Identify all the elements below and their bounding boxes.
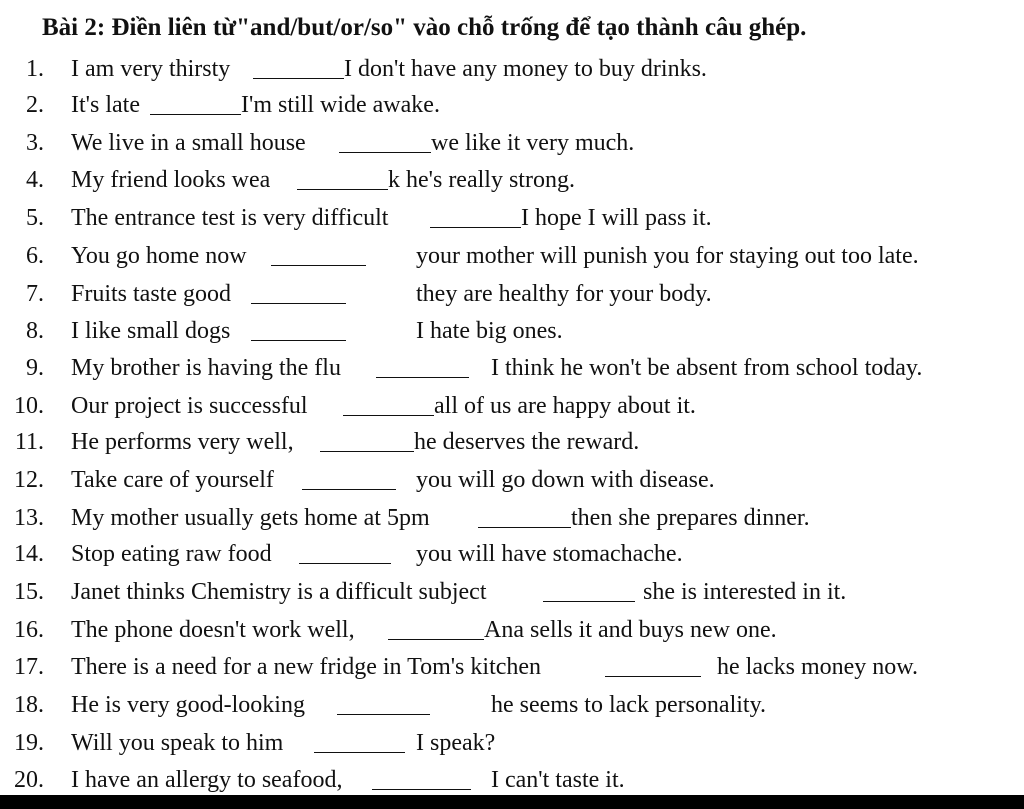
exercise-title: Bài 2: Điền liên từ"and/but/or/so" vào chỗ trống để tạo thành câu ghép. [42, 14, 807, 41]
exercise-item [0, 88, 1024, 122]
answer-blank[interactable] [388, 639, 484, 640]
answer-blank[interactable] [376, 377, 469, 378]
exercise-item [0, 314, 1024, 348]
answer-blank[interactable] [337, 714, 430, 715]
sentence-second-clause: she is interested in it. [643, 579, 847, 605]
item-number: 4. [26, 167, 44, 193]
sentence-second-clause: he deserves the reward. [414, 429, 640, 455]
item-number: 16. [14, 617, 44, 643]
exercise-item [0, 277, 1024, 311]
exercise-item [0, 163, 1024, 197]
sentence-second-clause: I don't have any money to buy drinks. [344, 56, 707, 82]
sentence-first-clause: My brother is having the flu [71, 355, 341, 381]
item-number: 18. [14, 692, 44, 718]
sentence-second-clause: Ana sells it and buys new one. [484, 617, 777, 643]
sentence-second-clause: k he's really strong. [388, 167, 575, 193]
sentence-first-clause: He performs very well, [71, 429, 294, 455]
exercise-item [0, 463, 1024, 497]
exercise-item [0, 425, 1024, 459]
exercise-item [0, 688, 1024, 722]
item-number: 3. [26, 130, 44, 156]
item-number: 7. [26, 281, 44, 307]
sentence-second-clause: I'm still wide awake. [241, 92, 440, 118]
exercise-item [0, 201, 1024, 235]
exercise-item [0, 726, 1024, 760]
item-number: 9. [26, 355, 44, 381]
answer-blank[interactable] [251, 303, 346, 304]
exercise-item [0, 763, 1024, 797]
sentence-second-clause: I can't taste it. [491, 767, 625, 793]
sentence-first-clause: I am very thirsty [71, 56, 231, 82]
sentence-first-clause: He is very good-looking [71, 692, 305, 718]
item-number: 17. [14, 654, 44, 680]
sentence-first-clause: It's late [71, 92, 140, 118]
item-number: 1. [26, 56, 44, 82]
answer-blank[interactable] [271, 265, 366, 266]
exercise-item [0, 389, 1024, 423]
exercise-item [0, 613, 1024, 647]
item-number: 13. [14, 505, 44, 531]
sentence-second-clause: then she prepares dinner. [571, 505, 810, 531]
sentence-second-clause: they are healthy for your body. [416, 281, 712, 307]
item-number: 14. [14, 541, 44, 567]
answer-blank[interactable] [339, 152, 431, 153]
sentence-first-clause: Take care of yourself [71, 467, 274, 493]
answer-blank[interactable] [251, 340, 346, 341]
sentence-second-clause: you will have stomachache. [416, 541, 683, 567]
item-number: 6. [26, 243, 44, 269]
sentence-first-clause: I have an allergy to seafood, [71, 767, 343, 793]
sentence-second-clause: all of us are happy about it. [434, 393, 696, 419]
answer-blank[interactable] [372, 789, 471, 790]
item-number: 12. [14, 467, 44, 493]
sentence-second-clause: I speak? [416, 730, 496, 756]
answer-blank[interactable] [605, 676, 701, 677]
sentence-second-clause: I hope I will pass it. [521, 205, 712, 231]
answer-blank[interactable] [299, 563, 391, 564]
exercise-item [0, 650, 1024, 684]
sentence-first-clause: Janet thinks Chemistry is a difficult subject [71, 579, 487, 605]
item-number: 2. [26, 92, 44, 118]
item-number: 19. [14, 730, 44, 756]
sentence-first-clause: There is a need for a new fridge in Tom's kitchen [71, 654, 542, 680]
answer-blank[interactable] [302, 489, 396, 490]
answer-blank[interactable] [478, 527, 571, 528]
sentence-first-clause: Our project is successful [71, 393, 308, 419]
sentence-first-clause: The entrance test is very difficult [71, 205, 389, 231]
sentence-second-clause: I think he won't be absent from school today. [491, 355, 923, 381]
answer-blank[interactable] [430, 227, 521, 228]
answer-blank[interactable] [543, 601, 635, 602]
exercise-item [0, 537, 1024, 571]
sentence-first-clause: My mother usually gets home at 5pm [71, 505, 430, 531]
answer-blank[interactable] [320, 451, 414, 452]
answer-blank[interactable] [150, 114, 241, 115]
item-number: 8. [26, 318, 44, 344]
exercise-item [0, 52, 1024, 86]
exercise-item [0, 351, 1024, 385]
exercise-item [0, 501, 1024, 535]
sentence-first-clause: Will you speak to him [71, 730, 284, 756]
answer-blank[interactable] [314, 752, 405, 753]
sentence-first-clause: The phone doesn't work well, [71, 617, 355, 643]
item-number: 11. [14, 429, 44, 455]
answer-blank[interactable] [253, 78, 344, 79]
sentence-first-clause: Stop eating raw food [71, 541, 272, 567]
sentence-first-clause: You go home now [71, 243, 247, 269]
item-number: 5. [26, 205, 44, 231]
exercise-item [0, 575, 1024, 609]
sentence-first-clause: We live in a small house [71, 130, 306, 156]
exercise-item [0, 239, 1024, 273]
item-number: 15. [14, 579, 44, 605]
sentence-first-clause: Fruits taste good [71, 281, 231, 307]
item-number: 20. [14, 767, 44, 793]
item-number: 10. [14, 393, 44, 419]
sentence-second-clause: you will go down with disease. [416, 467, 715, 493]
sentence-second-clause: I hate big ones. [416, 318, 563, 344]
sentence-second-clause: he lacks money now. [717, 654, 919, 680]
answer-blank[interactable] [343, 415, 434, 416]
sentence-first-clause: My friend looks wea [71, 167, 271, 193]
bottom-edge-bar [0, 795, 1024, 809]
sentence-second-clause: we like it very much. [431, 130, 635, 156]
sentence-second-clause: he seems to lack personality. [491, 692, 767, 718]
sentence-first-clause: I like small dogs [71, 318, 231, 344]
exercise-item [0, 126, 1024, 160]
answer-blank[interactable] [297, 189, 388, 190]
sentence-second-clause: your mother will punish you for staying out too late. [416, 243, 919, 269]
